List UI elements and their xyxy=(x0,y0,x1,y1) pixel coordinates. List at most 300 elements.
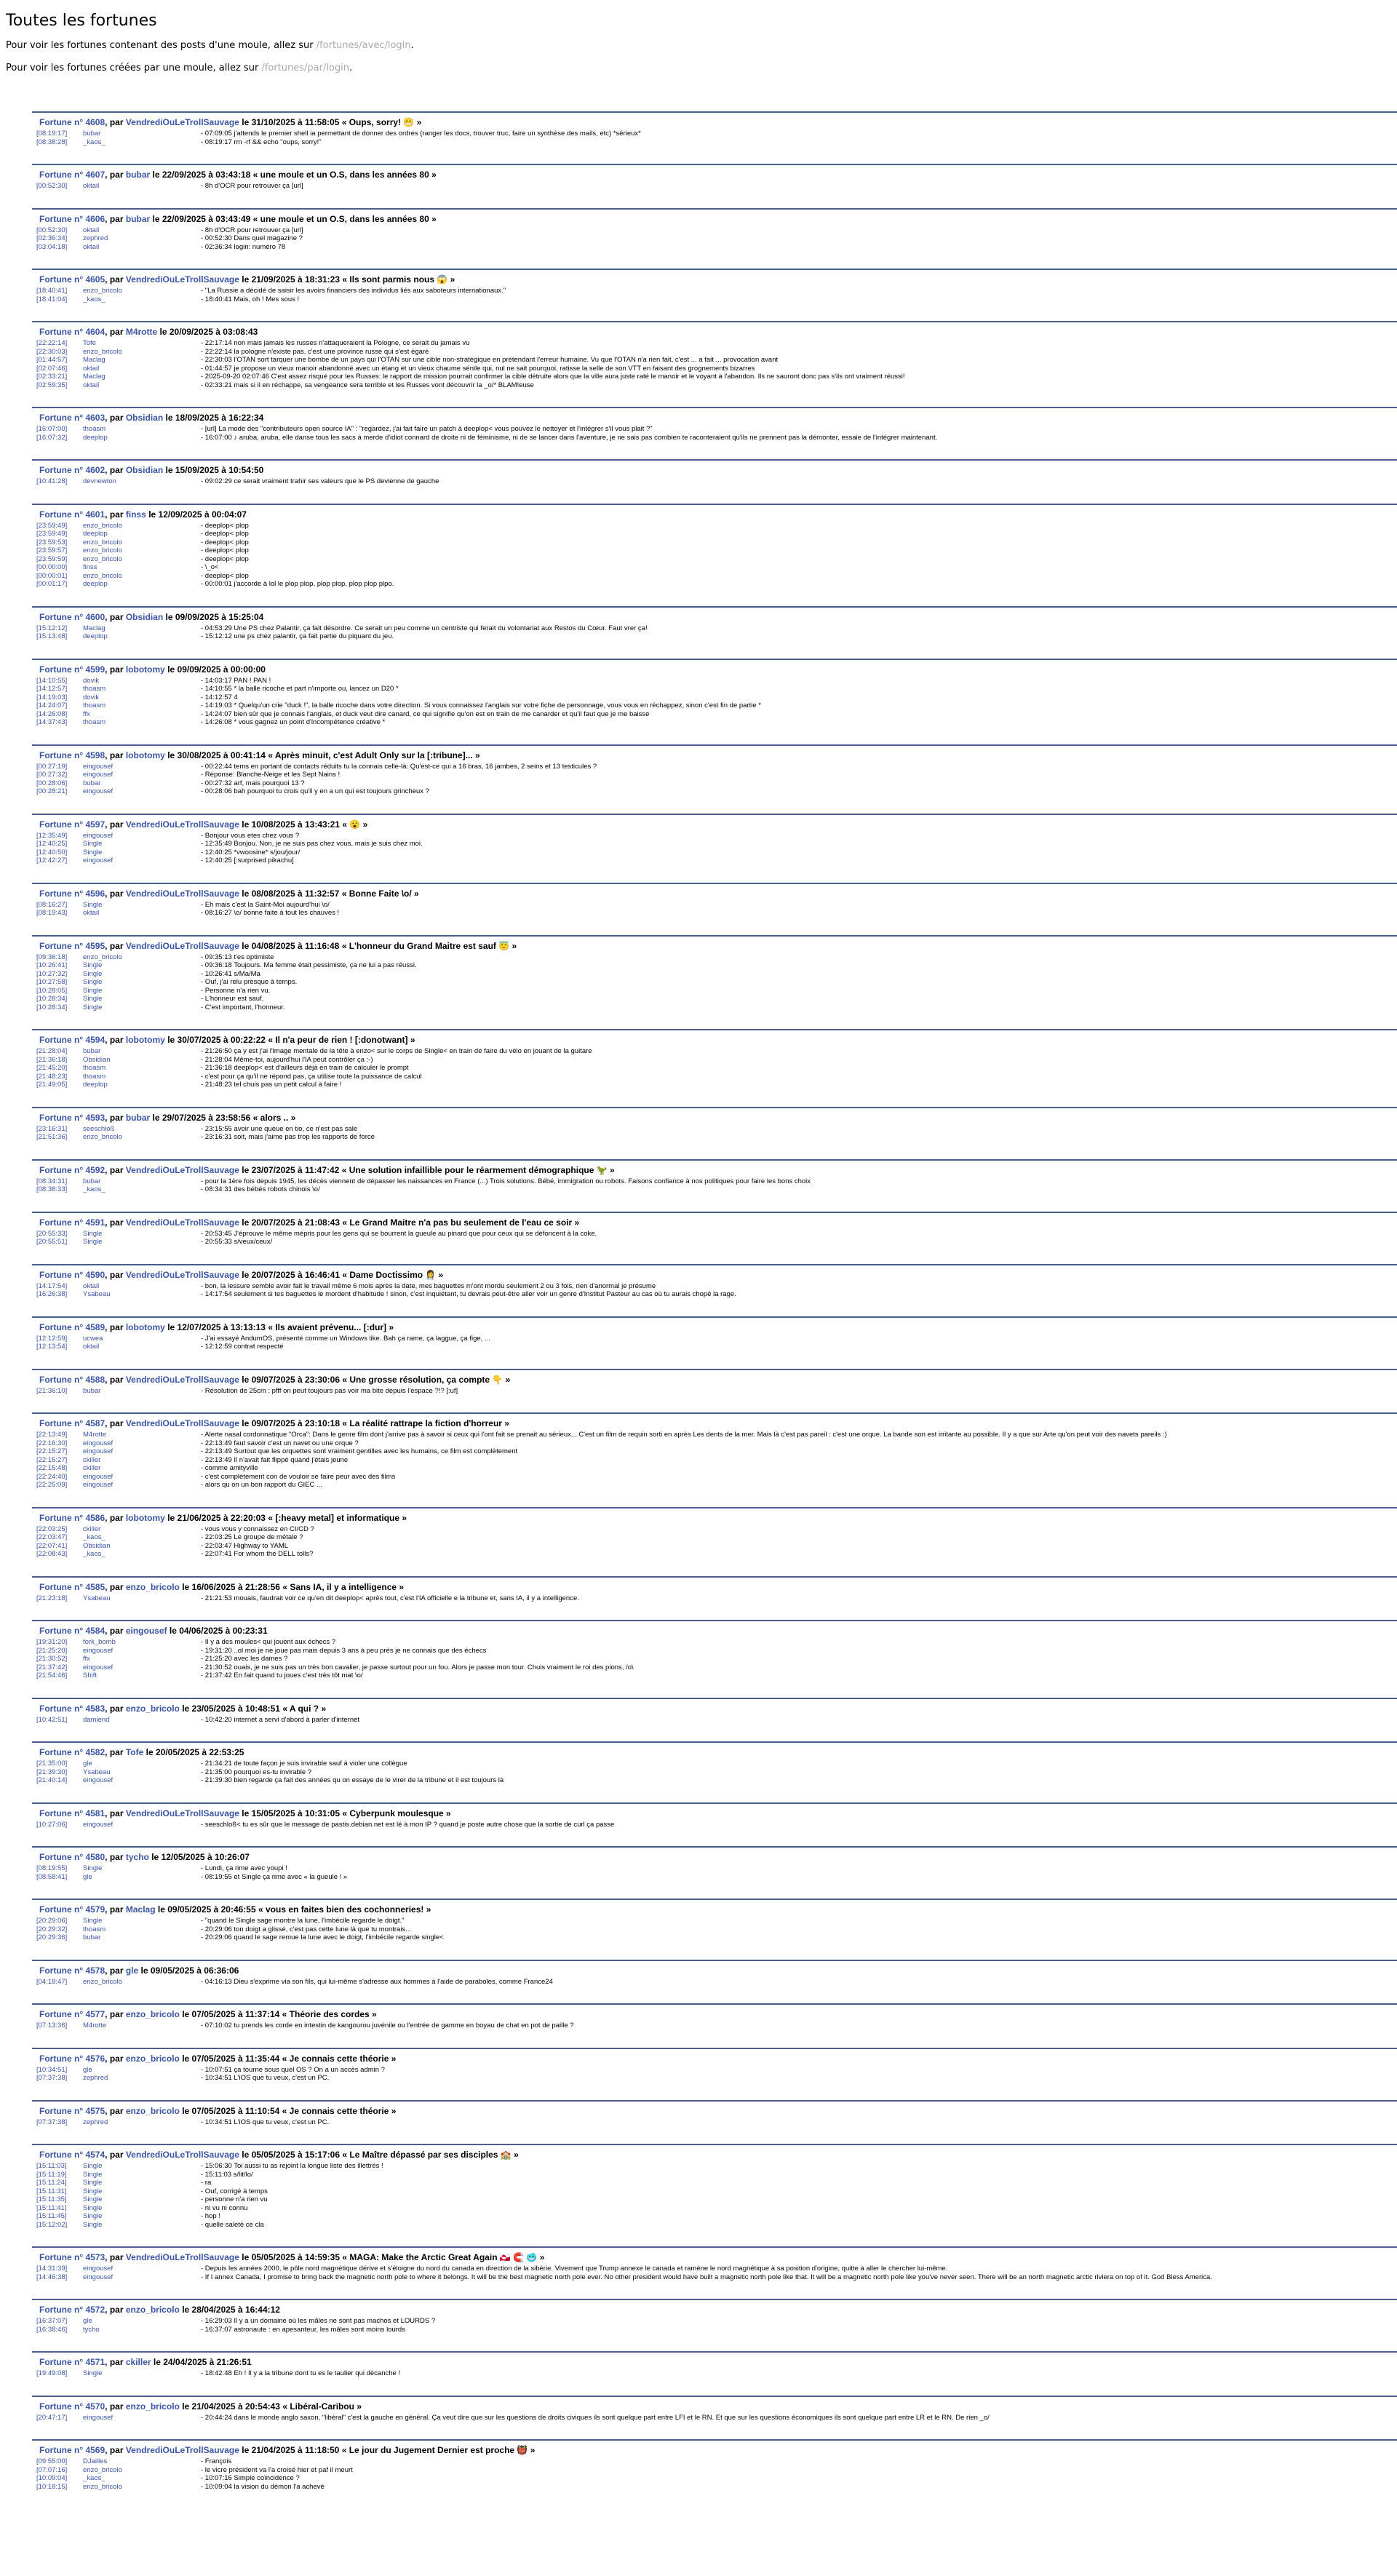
post-nick[interactable]: oktail xyxy=(83,1343,100,1351)
fortune-author[interactable]: bubar xyxy=(125,213,151,224)
fortune-number[interactable]: Fortune n° 4597 xyxy=(39,819,106,830)
post-timestamp[interactable]: [21:36:18] xyxy=(36,1055,68,1064)
fortune-number[interactable]: Fortune n° 4576 xyxy=(39,2053,106,2064)
fortune-author[interactable]: VendrediOuLeTrollSauvage xyxy=(125,2150,239,2160)
post-nick[interactable]: Single xyxy=(83,2162,103,2170)
fortune-number[interactable]: Fortune n° 4600 xyxy=(39,611,106,622)
post-nick[interactable]: Single xyxy=(83,2187,103,2195)
post-nick[interactable]: eingousef xyxy=(83,762,114,771)
post-timestamp[interactable]: [07:37:38] xyxy=(36,2118,68,2126)
post-nick[interactable]: Shift xyxy=(83,1671,97,1679)
post-timestamp[interactable]: [10:34:51] xyxy=(36,2065,68,2074)
post-nick[interactable]: bubar xyxy=(83,1177,101,1185)
fortune-number[interactable]: Fortune n° 4606 xyxy=(39,213,106,224)
post-nick[interactable]: thoasm xyxy=(83,1072,106,1081)
post-nick[interactable]: oktail xyxy=(83,909,100,917)
post-nick[interactable]: ckiller xyxy=(83,1455,101,1464)
fortune-number[interactable]: Fortune n° 4572 xyxy=(39,2305,106,2315)
post-timestamp[interactable]: [09:36:18] xyxy=(36,953,68,961)
fortune-number[interactable]: Fortune n° 4579 xyxy=(39,1904,106,1915)
post-nick[interactable]: Ysabeau xyxy=(83,1594,111,1602)
post-nick[interactable]: gle xyxy=(83,2317,92,2325)
post-nick[interactable]: gle xyxy=(83,1872,92,1881)
fortune-number[interactable]: Fortune n° 4585 xyxy=(39,1581,106,1592)
fortune-number[interactable]: Fortune n° 4592 xyxy=(39,1164,106,1175)
post-timestamp[interactable]: [12:42:27] xyxy=(36,856,68,864)
post-timestamp[interactable]: [16:37:07] xyxy=(36,2317,68,2325)
post-timestamp[interactable]: [23:16:31] xyxy=(36,1124,68,1133)
post-nick[interactable]: _kaos_ xyxy=(83,138,106,146)
post-timestamp[interactable]: [18:40:41] xyxy=(36,287,68,295)
fortune-author[interactable]: VendrediOuLeTrollSauvage xyxy=(125,117,239,127)
post-nick[interactable]: Single xyxy=(83,978,103,986)
post-nick[interactable]: Single xyxy=(83,2220,103,2229)
post-timestamp[interactable]: [22:22:14] xyxy=(36,339,68,347)
post-timestamp[interactable]: [20:47:17] xyxy=(36,2413,68,2422)
post-timestamp[interactable]: [14:19:03] xyxy=(36,693,68,701)
post-nick[interactable]: bubar xyxy=(83,1047,101,1055)
fortune-author[interactable]: enzo_bricolo xyxy=(125,2305,180,2315)
fortune-number[interactable]: Fortune n° 4584 xyxy=(39,1626,106,1636)
post-timestamp[interactable]: [16:38:46] xyxy=(36,2325,68,2334)
post-timestamp[interactable]: [21:49:05] xyxy=(36,1081,68,1089)
post-timestamp[interactable]: [07:13:36] xyxy=(36,2022,68,2030)
post-nick[interactable]: bubar xyxy=(83,779,101,787)
fortune-author[interactable]: VendrediOuLeTrollSauvage xyxy=(125,819,239,830)
fortune-number[interactable]: Fortune n° 4604 xyxy=(39,327,106,337)
fortune-number[interactable]: Fortune n° 4570 xyxy=(39,2401,106,2412)
post-timestamp[interactable]: [02:59:35] xyxy=(36,381,68,389)
fortune-number[interactable]: Fortune n° 4596 xyxy=(39,888,106,899)
post-timestamp[interactable]: [16:07:00] xyxy=(36,425,68,433)
post-nick[interactable]: Tofe xyxy=(83,339,96,347)
post-nick[interactable]: Single xyxy=(83,2195,103,2203)
post-timestamp[interactable]: [22:15:27] xyxy=(36,1455,68,1464)
post-timestamp[interactable]: [00:28:21] xyxy=(36,787,68,795)
post-timestamp[interactable]: [15:11:35] xyxy=(36,2195,67,2203)
post-nick[interactable]: ucwea xyxy=(83,1334,103,1343)
post-timestamp[interactable]: [02:36:34] xyxy=(36,234,68,242)
post-nick[interactable]: DJailles xyxy=(83,2457,108,2465)
post-nick[interactable]: eingousef xyxy=(83,1481,114,1489)
fortune-number[interactable]: Fortune n° 4599 xyxy=(39,664,106,675)
post-timestamp[interactable]: [00:01:17] xyxy=(36,580,68,588)
post-timestamp[interactable]: [00:28:06] xyxy=(36,779,68,787)
post-timestamp[interactable]: [15:11:24] xyxy=(36,2179,67,2187)
fortune-author[interactable]: enzo_bricolo xyxy=(125,2053,180,2064)
post-nick[interactable]: eingousef xyxy=(83,1472,114,1481)
fortune-number[interactable]: Fortune n° 4571 xyxy=(39,2357,106,2367)
post-timestamp[interactable]: [10:27:32] xyxy=(36,969,68,978)
post-timestamp[interactable]: [20:29:36] xyxy=(36,1933,68,1941)
post-timestamp[interactable]: [21:28:04] xyxy=(36,1047,68,1055)
post-nick[interactable]: enzo_bricolo xyxy=(83,554,122,563)
fortune-author[interactable]: VendrediOuLeTrollSauvage xyxy=(125,1217,239,1228)
post-timestamp[interactable]: [22:03:25] xyxy=(36,1524,68,1533)
post-timestamp[interactable]: [22:25:09] xyxy=(36,1481,68,1489)
post-nick[interactable]: M4rotte xyxy=(83,2022,107,2030)
post-nick[interactable]: Maclag xyxy=(83,356,106,364)
post-nick[interactable]: eingousef xyxy=(83,1820,114,1829)
fortune-number[interactable]: Fortune n° 4583 xyxy=(39,1703,106,1714)
post-nick[interactable]: _kaos_ xyxy=(83,295,106,303)
fortune-number[interactable]: Fortune n° 4598 xyxy=(39,750,106,760)
post-timestamp[interactable]: [15:11:19] xyxy=(36,2170,67,2179)
post-timestamp[interactable]: [15:12:12] xyxy=(36,624,68,632)
post-timestamp[interactable]: [08:19:17] xyxy=(36,130,68,138)
post-nick[interactable]: enzo_bricolo xyxy=(83,1133,122,1141)
fortune-author[interactable]: VendrediOuLeTrollSauvage xyxy=(125,274,239,285)
post-timestamp[interactable]: [03:04:18] xyxy=(36,242,68,251)
post-timestamp[interactable]: [21:23:18] xyxy=(36,1594,68,1602)
post-timestamp[interactable]: [14:46:38] xyxy=(36,2273,68,2281)
fortune-author[interactable]: eingousef xyxy=(125,1626,167,1636)
fortune-author[interactable]: VendrediOuLeTrollSauvage xyxy=(125,1808,239,1818)
post-nick[interactable]: thoasm xyxy=(83,1064,106,1072)
post-nick[interactable]: enzo_bricolo xyxy=(83,546,122,554)
post-timestamp[interactable]: [12:40:25] xyxy=(36,840,68,848)
post-timestamp[interactable]: [01:44:57] xyxy=(36,356,68,364)
post-nick[interactable]: Obsidian xyxy=(83,1055,111,1064)
post-nick[interactable]: damiend xyxy=(83,1715,110,1724)
post-nick[interactable]: thoasm xyxy=(83,685,106,693)
post-timestamp[interactable]: [22:15:27] xyxy=(36,1447,68,1455)
post-timestamp[interactable]: [14:12:57] xyxy=(36,685,68,693)
post-nick[interactable]: Ysabeau xyxy=(83,1768,111,1776)
post-timestamp[interactable]: [14:37:43] xyxy=(36,718,68,726)
post-nick[interactable]: Single xyxy=(83,969,103,978)
post-nick[interactable]: Obsidian xyxy=(83,1541,111,1550)
fortune-number[interactable]: Fortune n° 4594 xyxy=(39,1035,106,1045)
fortune-number[interactable]: Fortune n° 4574 xyxy=(39,2150,106,2160)
post-nick[interactable]: _kaos_ xyxy=(83,1550,106,1558)
fortune-number[interactable]: Fortune n° 4601 xyxy=(39,509,106,520)
post-nick[interactable]: tycho xyxy=(83,2325,100,2334)
fortune-author[interactable]: VendrediOuLeTrollSauvage xyxy=(125,2445,239,2455)
post-nick[interactable]: Ysabeau xyxy=(83,1290,111,1298)
post-timestamp[interactable]: [10:27:58] xyxy=(36,978,68,986)
post-timestamp[interactable]: [08:58:41] xyxy=(36,1872,68,1881)
post-nick[interactable]: deeplop xyxy=(83,433,108,442)
post-timestamp[interactable]: [00:27:32] xyxy=(36,771,68,779)
post-timestamp[interactable]: [22:30:03] xyxy=(36,347,68,356)
fortune-number[interactable]: Fortune n° 4589 xyxy=(39,1321,106,1332)
post-nick[interactable]: oktail xyxy=(83,1281,100,1290)
post-nick[interactable]: Single xyxy=(83,2212,103,2220)
post-nick[interactable]: finss xyxy=(83,563,97,571)
fortune-author[interactable]: lobotomy xyxy=(125,750,165,760)
fortune-number[interactable]: Fortune n° 4578 xyxy=(39,1965,106,1976)
post-timestamp[interactable]: [21:40:14] xyxy=(36,1776,68,1784)
post-nick[interactable]: enzo_bricolo xyxy=(83,1977,122,1986)
fortune-number[interactable]: Fortune n° 4586 xyxy=(39,1512,106,1523)
post-nick[interactable]: eingousef xyxy=(83,787,114,795)
post-timestamp[interactable]: [08:38:28] xyxy=(36,138,68,146)
fortune-number[interactable]: Fortune n° 4588 xyxy=(39,1374,106,1385)
fortune-number[interactable]: Fortune n° 4575 xyxy=(39,2105,106,2116)
post-nick[interactable]: devnewton xyxy=(83,477,116,485)
fortune-author[interactable]: VendrediOuLeTrollSauvage xyxy=(125,940,239,951)
post-timestamp[interactable]: [12:12:59] xyxy=(36,1334,68,1343)
post-timestamp[interactable]: [16:07:32] xyxy=(36,433,68,442)
fortune-author[interactable]: VendrediOuLeTrollSauvage xyxy=(125,1269,239,1280)
post-timestamp[interactable]: [19:31:20] xyxy=(36,1638,68,1646)
fortune-author[interactable]: Maclag xyxy=(125,1904,156,1915)
fortune-author[interactable]: enzo_bricolo xyxy=(125,2401,180,2412)
post-nick[interactable]: ffx xyxy=(83,1655,90,1663)
post-nick[interactable]: fork_bomb xyxy=(83,1638,116,1646)
post-timestamp[interactable]: [20:29:32] xyxy=(36,1925,68,1933)
fortune-author[interactable]: lobotomy xyxy=(125,1321,165,1332)
post-timestamp[interactable]: [21:36:10] xyxy=(36,1386,68,1395)
fortune-number[interactable]: Fortune n° 4591 xyxy=(39,1217,106,1228)
post-nick[interactable]: _kaos_ xyxy=(83,1533,106,1541)
post-nick[interactable]: M4rotte xyxy=(83,1431,107,1439)
post-timestamp[interactable]: [21:45:20] xyxy=(36,1064,68,1072)
fortune-author[interactable]: M4rotte xyxy=(125,327,158,337)
fortune-number[interactable]: Fortune n° 4582 xyxy=(39,1747,106,1757)
post-timestamp[interactable]: [22:15:48] xyxy=(36,1464,68,1472)
post-nick[interactable]: eingousef xyxy=(83,771,114,779)
post-nick[interactable]: ckiller xyxy=(83,1464,101,1472)
post-timestamp[interactable]: [15:11:31] xyxy=(36,2187,67,2195)
post-nick[interactable]: deeplop xyxy=(83,632,108,640)
post-timestamp[interactable]: [21:30:52] xyxy=(36,1655,68,1663)
post-nick[interactable]: enzo_bricolo xyxy=(83,2482,122,2491)
post-nick[interactable]: bubar xyxy=(83,1386,101,1395)
post-timestamp[interactable]: [10:27:06] xyxy=(36,1820,68,1829)
post-timestamp[interactable]: [04:18:47] xyxy=(36,1977,68,1986)
post-timestamp[interactable]: [10:09:04] xyxy=(36,2474,68,2482)
post-nick[interactable]: eingousef xyxy=(83,1646,114,1655)
post-nick[interactable]: Single xyxy=(83,995,103,1003)
post-timestamp[interactable]: [00:27:19] xyxy=(36,762,68,771)
fortune-number[interactable]: Fortune n° 4595 xyxy=(39,940,106,951)
post-nick[interactable]: Maclag xyxy=(83,373,106,381)
fortune-author[interactable]: lobotomy xyxy=(125,1512,165,1523)
post-timestamp[interactable]: [02:33:21] xyxy=(36,373,68,381)
post-nick[interactable]: _kaos_ xyxy=(83,1185,106,1193)
post-timestamp[interactable]: [18:41:04] xyxy=(36,295,68,303)
post-nick[interactable]: eingousef xyxy=(83,1776,114,1784)
post-nick[interactable]: eingousef xyxy=(83,856,114,864)
post-nick[interactable]: _kaos_ xyxy=(83,2474,106,2482)
fortune-number[interactable]: Fortune n° 4607 xyxy=(39,170,106,180)
post-nick[interactable]: deeplop xyxy=(83,1081,108,1089)
post-nick[interactable]: Single xyxy=(83,1003,103,1011)
post-timestamp[interactable]: [14:26:08] xyxy=(36,709,68,718)
post-nick[interactable]: thoasm xyxy=(83,1925,106,1933)
fortune-author[interactable]: lobotomy xyxy=(125,1035,165,1045)
post-timestamp[interactable]: [23:59:59] xyxy=(36,554,68,563)
post-timestamp[interactable]: [20:29:06] xyxy=(36,1917,68,1925)
post-timestamp[interactable]: [02:07:46] xyxy=(36,364,68,373)
fortune-author[interactable]: enzo_bricolo xyxy=(125,1703,180,1714)
post-timestamp[interactable]: [22:03:47] xyxy=(36,1533,68,1541)
post-timestamp[interactable]: [23:59:53] xyxy=(36,538,68,546)
post-nick[interactable]: Single xyxy=(83,2179,103,2187)
fortune-author[interactable]: bubar xyxy=(125,1112,151,1123)
post-nick[interactable]: Maclag xyxy=(83,624,106,632)
link-fortunes-avec-login[interactable]: /fortunes/avec/login xyxy=(316,40,411,51)
post-timestamp[interactable]: [10:28:34] xyxy=(36,1003,68,1011)
post-nick[interactable]: Single xyxy=(83,2170,103,2179)
post-timestamp[interactable]: [15:13:48] xyxy=(36,632,68,640)
post-nick[interactable]: enzo_bricolo xyxy=(83,2465,122,2474)
fortune-author[interactable]: VendrediOuLeTrollSauvage xyxy=(125,1374,239,1385)
fortune-number[interactable]: Fortune n° 4587 xyxy=(39,1418,106,1428)
post-timestamp[interactable]: [00:00:00] xyxy=(36,563,68,571)
fortune-author[interactable]: tycho xyxy=(125,1852,149,1862)
post-timestamp[interactable]: [07:37:38] xyxy=(36,2074,68,2082)
post-timestamp[interactable]: [10:26:41] xyxy=(36,961,68,969)
post-timestamp[interactable]: [23:59:49] xyxy=(36,521,68,530)
fortune-author[interactable]: finss xyxy=(125,509,146,520)
fortune-number[interactable]: Fortune n° 4602 xyxy=(39,465,106,475)
post-nick[interactable]: thoasm xyxy=(83,425,106,433)
fortune-author[interactable]: VendrediOuLeTrollSauvage xyxy=(125,2252,239,2262)
post-nick[interactable]: eingousef xyxy=(83,1447,114,1455)
post-nick[interactable]: Single xyxy=(83,900,103,909)
post-nick[interactable]: oktail xyxy=(83,364,100,373)
post-timestamp[interactable]: [21:51:36] xyxy=(36,1133,68,1141)
fortune-author[interactable]: enzo_bricolo xyxy=(125,2105,180,2116)
fortune-author[interactable]: VendrediOuLeTrollSauvage xyxy=(125,888,239,899)
fortune-author[interactable]: VendrediOuLeTrollSauvage xyxy=(125,1418,239,1428)
post-timestamp[interactable]: [22:24:40] xyxy=(36,1472,68,1481)
post-nick[interactable]: enzo_bricolo xyxy=(83,287,122,295)
post-nick[interactable]: Single xyxy=(83,1864,103,1872)
post-timestamp[interactable]: [14:17:54] xyxy=(36,1281,68,1290)
post-nick[interactable]: seeschloß xyxy=(83,1124,115,1133)
post-nick[interactable]: dovik xyxy=(83,693,100,701)
post-nick[interactable]: Single xyxy=(83,2369,103,2377)
post-nick[interactable]: Single xyxy=(83,1238,103,1246)
post-timestamp[interactable]: [12:13:54] xyxy=(36,1343,68,1351)
post-nick[interactable]: eingousef xyxy=(83,2273,114,2281)
post-timestamp[interactable]: [08:34:31] xyxy=(36,1177,68,1185)
post-timestamp[interactable]: [12:35:49] xyxy=(36,831,68,840)
post-timestamp[interactable]: [23:59:49] xyxy=(36,530,68,538)
post-timestamp[interactable]: [16:26:38] xyxy=(36,1290,68,1298)
fortune-number[interactable]: Fortune n° 4577 xyxy=(39,2009,106,2019)
post-nick[interactable]: eingousef xyxy=(83,2265,114,2273)
post-nick[interactable]: oktail xyxy=(83,242,100,251)
post-timestamp[interactable]: [21:25:20] xyxy=(36,1646,68,1655)
fortune-author[interactable]: enzo_bricolo xyxy=(125,1581,180,1592)
post-nick[interactable]: eingousef xyxy=(83,2413,114,2422)
fortune-number[interactable]: Fortune n° 4573 xyxy=(39,2252,106,2262)
post-nick[interactable]: Single xyxy=(83,840,103,848)
post-timestamp[interactable]: [00:52:30] xyxy=(36,182,68,190)
post-timestamp[interactable]: [22:08:43] xyxy=(36,1550,68,1558)
post-timestamp[interactable]: [20:55:51] xyxy=(36,1238,68,1246)
fortune-number[interactable]: Fortune n° 4593 xyxy=(39,1112,106,1123)
post-timestamp[interactable]: [15:12:02] xyxy=(36,2220,68,2229)
post-timestamp[interactable]: [10:28:05] xyxy=(36,986,68,995)
post-timestamp[interactable]: [12:40:50] xyxy=(36,848,68,856)
fortune-author[interactable]: ckiller xyxy=(125,2357,151,2367)
fortune-author[interactable]: Obsidian xyxy=(125,465,164,475)
link-fortunes-par-login[interactable]: /fortunes/par/login xyxy=(261,63,350,73)
fortune-author[interactable]: Obsidian xyxy=(125,611,164,622)
post-nick[interactable]: bubar xyxy=(83,130,101,138)
post-nick[interactable]: Single xyxy=(83,848,103,856)
post-timestamp[interactable]: [21:39:30] xyxy=(36,1768,68,1776)
post-timestamp[interactable]: [21:54:46] xyxy=(36,1671,68,1679)
post-nick[interactable]: oktail xyxy=(83,226,100,234)
post-nick[interactable]: enzo_bricolo xyxy=(83,521,122,530)
post-timestamp[interactable]: [14:31:39] xyxy=(36,2265,68,2273)
post-nick[interactable]: Single xyxy=(83,2203,103,2212)
post-nick[interactable]: Single xyxy=(83,1229,103,1238)
post-nick[interactable]: enzo_bricolo xyxy=(83,953,122,961)
post-timestamp[interactable]: [10:18:15] xyxy=(36,2482,68,2491)
fortune-author[interactable]: Obsidian xyxy=(125,413,164,423)
fortune-author[interactable]: enzo_bricolo xyxy=(125,2009,180,2019)
fortune-number[interactable]: Fortune n° 4590 xyxy=(39,1269,106,1280)
post-timestamp[interactable]: [23:59:57] xyxy=(36,546,68,554)
fortune-number[interactable]: Fortune n° 4580 xyxy=(39,1852,106,1862)
post-timestamp[interactable]: [21:37:42] xyxy=(36,1663,68,1671)
post-nick[interactable]: deeplop xyxy=(83,530,108,538)
post-nick[interactable]: ffx xyxy=(83,709,90,718)
post-timestamp[interactable]: [08:19:43] xyxy=(36,909,68,917)
post-nick[interactable]: enzo_bricolo xyxy=(83,571,122,580)
post-nick[interactable]: zephred xyxy=(83,234,108,242)
post-timestamp[interactable]: [15:11:03] xyxy=(36,2162,67,2170)
post-nick[interactable]: dovik xyxy=(83,676,100,685)
post-nick[interactable]: thoasm xyxy=(83,701,106,709)
post-timestamp[interactable]: [19:49:08] xyxy=(36,2369,68,2377)
post-nick[interactable]: enzo_bricolo xyxy=(83,538,122,546)
post-timestamp[interactable]: [14:24:07] xyxy=(36,701,68,709)
post-nick[interactable]: gle xyxy=(83,1760,92,1768)
fortune-number[interactable]: Fortune n° 4569 xyxy=(39,2445,106,2455)
post-timestamp[interactable]: [22:07:41] xyxy=(36,1541,68,1550)
post-timestamp[interactable]: [14:10:55] xyxy=(36,676,68,685)
fortune-number[interactable]: Fortune n° 4603 xyxy=(39,413,106,423)
post-timestamp[interactable]: [08:19:55] xyxy=(36,1864,68,1872)
post-timestamp[interactable]: [09:55:00] xyxy=(36,2457,68,2465)
post-nick[interactable]: bubar xyxy=(83,1933,101,1941)
post-nick[interactable]: Single xyxy=(83,1917,103,1925)
post-timestamp[interactable]: [10:42:51] xyxy=(36,1715,68,1724)
post-nick[interactable]: zephred xyxy=(83,2118,108,2126)
post-nick[interactable]: Single xyxy=(83,986,103,995)
post-nick[interactable]: Single xyxy=(83,961,103,969)
post-timestamp[interactable]: [00:52:30] xyxy=(36,226,68,234)
fortune-number[interactable]: Fortune n° 4608 xyxy=(39,117,106,127)
post-timestamp[interactable]: [07:07:16] xyxy=(36,2465,68,2474)
post-nick[interactable]: eingousef xyxy=(83,1663,114,1671)
post-nick[interactable]: oktail xyxy=(83,381,100,389)
post-nick[interactable]: thoasm xyxy=(83,718,106,726)
post-timestamp[interactable]: [08:38:33] xyxy=(36,1185,68,1193)
post-timestamp[interactable]: [21:35:00] xyxy=(36,1760,68,1768)
post-timestamp[interactable]: [00:00:01] xyxy=(36,571,68,580)
post-timestamp[interactable]: [15:11:41] xyxy=(36,2203,67,2212)
post-nick[interactable]: oktail xyxy=(83,182,100,190)
post-nick[interactable]: enzo_bricolo xyxy=(83,347,122,356)
post-timestamp[interactable]: [10:41:28] xyxy=(36,477,68,485)
fortune-number[interactable]: Fortune n° 4605 xyxy=(39,274,106,285)
post-timestamp[interactable]: [21:48:23] xyxy=(36,1072,68,1081)
fortune-author[interactable]: Tofe xyxy=(125,1747,144,1757)
post-nick[interactable]: deeplop xyxy=(83,580,108,588)
post-timestamp[interactable]: [22:16:30] xyxy=(36,1439,68,1447)
fortune-author[interactable]: lobotomy xyxy=(125,664,165,675)
